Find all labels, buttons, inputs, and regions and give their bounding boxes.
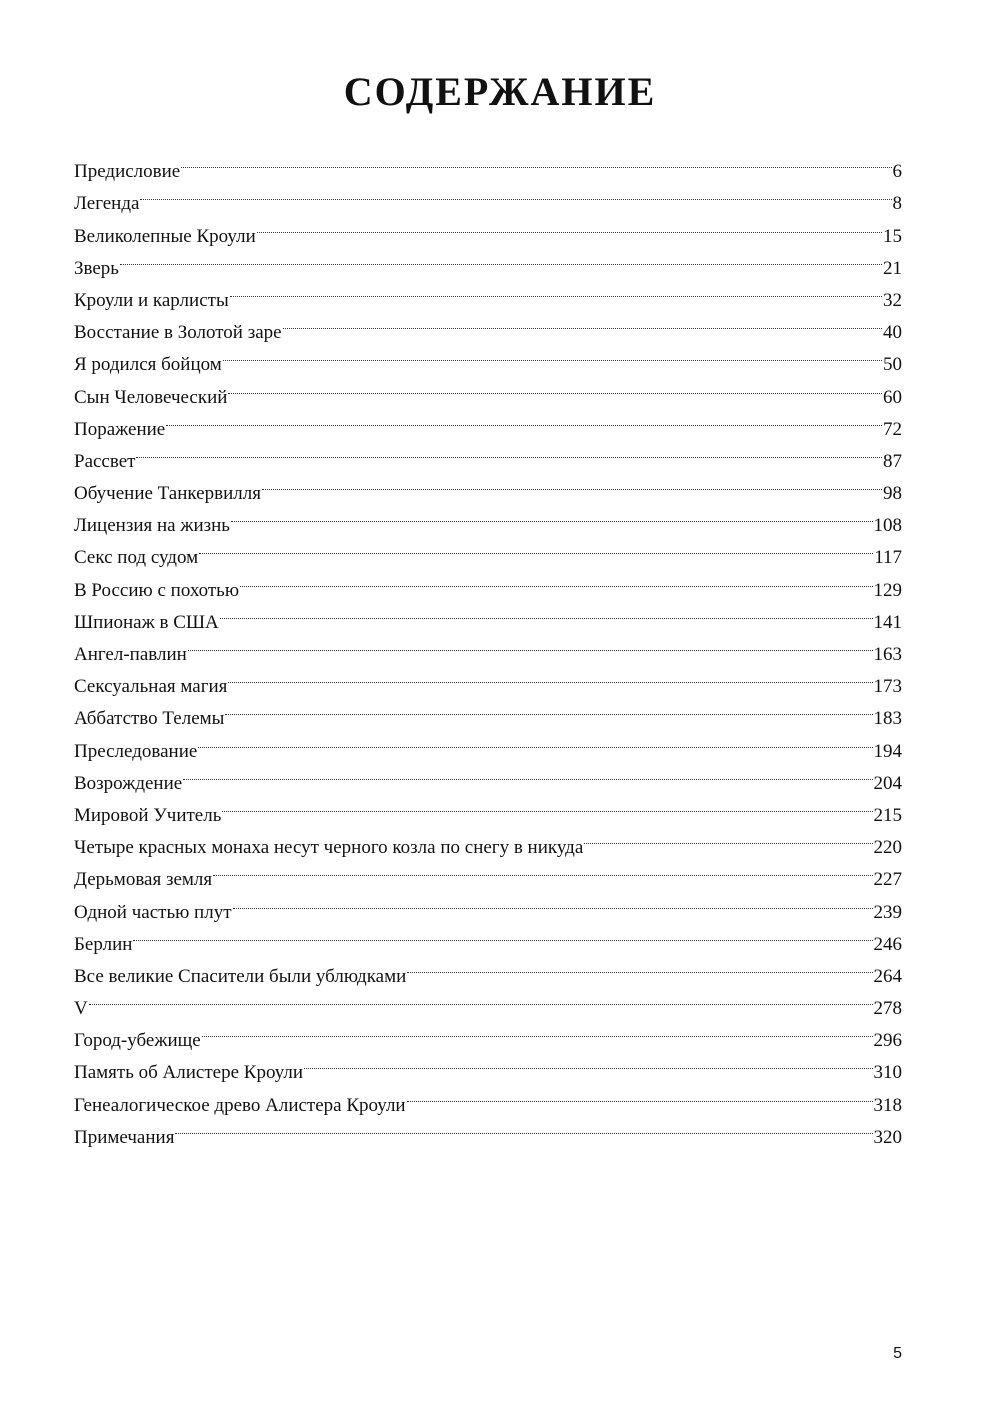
toc-entry [74,145,902,183]
toc-dot-leader [220,596,873,628]
toc-entry-title: Предисловие [74,161,181,183]
toc-entry-page: 98 [883,483,902,505]
toc-dot-leader [222,789,872,821]
toc-entry-page: 40 [883,322,902,344]
toc-entry [74,435,902,472]
page-number: 5 [893,1345,902,1362]
toc-entry [74,274,902,311]
toc-entry-title: Четыре красных монаха несут черного козла по снегу в никуда [74,837,584,859]
toc-dot-leader [262,467,882,499]
toc-entry [74,1111,902,1148]
toc-dot-leader [188,628,873,660]
toc-dot-leader [225,692,872,724]
toc-entry-title: Город-убежище [74,1030,201,1052]
toc-dot-leader [199,531,873,563]
toc-entry-title: Секс под судом [74,547,199,569]
toc-dot-leader [584,821,872,853]
toc-dot-leader [240,563,872,595]
toc-dot-leader [304,1046,872,1078]
toc-entry-page: 227 [873,869,902,891]
toc-entry-page: 220 [873,837,902,859]
toc-dot-leader [198,724,872,756]
toc-dot-leader [223,338,882,370]
toc-dot-leader [407,1078,873,1110]
toc-entry [74,467,902,505]
toc-entry-page: 21 [883,257,902,279]
toc-dot-leader [136,435,882,467]
toc-entry [74,209,902,247]
page-title: СОДЕРЖАНИЕ [343,69,657,114]
toc-entry-title: Шпионаж в США [74,611,219,633]
toc-entry-page: 239 [873,901,902,923]
toc-entry [74,242,902,279]
toc-entry [74,563,902,601]
toc-dot-leader [228,370,882,402]
toc-entry-page: 296 [873,1030,902,1052]
toc-entry-page: 278 [873,998,902,1020]
toc-entry [74,982,902,1020]
toc-dot-leader [120,242,882,274]
toc-entry [74,403,902,440]
toc-entry-page: 183 [873,708,902,730]
toc-entry-title: Преследование [74,740,198,762]
toc-entry-page: 215 [873,804,902,826]
toc-entry-title: В Россию с похотью [74,579,240,601]
toc-entry [74,757,902,794]
toc-entry [74,789,902,826]
toc-entry-page: 60 [883,386,902,408]
toc-entry-page: 264 [873,965,902,987]
toc-entry-page: 108 [873,515,902,537]
toc-entry-title: Память об Алистере Кроули [74,1062,304,1084]
toc-entry [74,177,902,215]
toc-entry-page: 320 [873,1126,902,1148]
toc-entry-page: 173 [873,676,902,698]
toc-entry-page: 204 [873,772,902,794]
toc-entry [74,531,902,569]
toc-entry-page: 310 [873,1062,902,1084]
toc-entry-title: V [74,998,88,1020]
toc-entry-page: 6 [892,161,902,183]
toc-entry-page: 318 [873,1094,902,1116]
toc-entry-title: Примечания [74,1126,175,1148]
toc-entry-title: Одной частью плут [74,901,232,923]
toc-entry-page: 8 [892,193,902,215]
toc-dot-leader [175,1111,872,1143]
table-of-contents [74,145,902,1148]
toc-entry-title: Сексуальная магия [74,676,228,698]
toc-dot-leader [283,306,882,338]
toc-dot-leader [183,757,872,789]
toc-entry-title: Лицензия на жизнь [74,515,230,537]
toc-entry-title: Мировой Учитель [74,804,222,826]
toc-entry-title: Восстание в Золотой заре [74,322,282,344]
toc-entry-page: 163 [873,644,902,665]
toc-entry-title: Сын Человеческий [74,386,228,408]
toc-entry-page: 15 [883,225,902,247]
toc-dot-leader [230,274,882,306]
toc-entry-title: Я родился бойцом [74,354,222,376]
toc-entry-title: Берлин [74,933,133,955]
toc-dot-leader [231,499,873,531]
toc-dot-leader [407,950,872,982]
toc-entry [74,724,902,762]
toc-entry [74,628,902,665]
toc-entry-title: Возрождение [74,772,183,794]
toc-entry-page: 246 [873,933,902,955]
toc-entry-page: 129 [873,579,902,601]
toc-entry-title: Генеалогическое древо Алистера Кроули [74,1094,406,1116]
toc-entry-title: Кроули и карлисты [74,289,229,311]
toc-entry-title: Все великие Спасители были ублюдками [74,965,407,987]
toc-entry-page: 87 [883,450,902,472]
toc-dot-leader [257,209,882,241]
toc-dot-leader [133,918,872,950]
toc-entry-page: 72 [883,418,902,440]
toc-dot-leader [166,403,882,435]
toc-entry [74,1014,902,1052]
toc-dot-leader [181,145,891,177]
toc-entry-title: Легенда [74,193,140,215]
toc-dot-leader [89,982,873,1014]
toc-entry-title: Обучение Танкервилля [74,483,261,505]
toc-entry [74,950,902,987]
toc-entry-title: Великолепные Кроули [74,225,256,247]
toc-entry-page: 32 [883,289,902,311]
toc-entry-title: Зверь [74,257,119,279]
toc-entry-title: Поражение [74,418,166,440]
toc-dot-leader [140,177,891,209]
toc-entry-page: 141 [873,611,902,633]
toc-entry-title: Рассвет [74,450,136,472]
toc-entry-title: Дерьмовая земля [74,869,213,891]
toc-dot-leader [233,885,873,917]
toc-entry-page: 50 [883,354,902,376]
toc-entry [74,660,902,698]
toc-entry-title: Ангел-павлин [74,644,187,665]
toc-entry-page: 194 [873,740,902,762]
toc-entry-page: 117 [874,547,902,569]
toc-entry-title: Аббатство Телемы [74,708,225,730]
toc-dot-leader [202,1014,873,1046]
toc-dot-leader [213,853,872,885]
toc-dot-leader [228,660,872,692]
toc-entry [74,918,902,955]
